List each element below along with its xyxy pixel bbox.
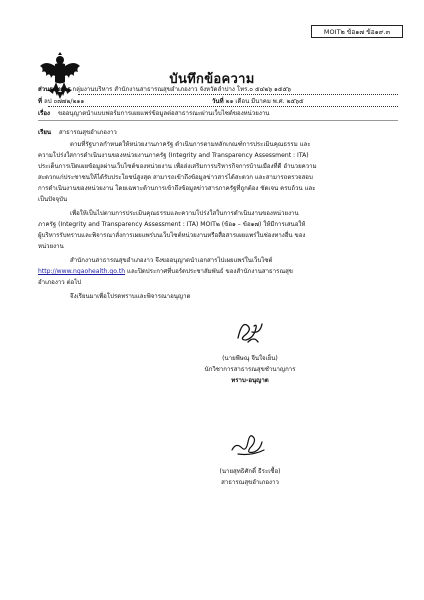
date-line [212, 97, 304, 106]
para3-line-1: สำนักงานสาธารณสุขอำเภองาว จึงขออนุญาตนำเอกสารไปเผยแพร่ในเว็บไซต์ [70, 257, 273, 264]
para1-line-3: ประเด็นการเปิดเผยข้อมูลผ่านเว็บไซต์ของหน่วยงาน เพื่อส่งเสริมการบริหารกิจการบ้านเมืองที่ดี อำนวยความ [38, 163, 317, 170]
para2-line-2: ภาครัฐ (Integrity and Transparency Assessment : ITA) MOIT๒ (ข้อ๑ – ข้อ๑๗) ให้มีการเสนอให้ [38, 221, 306, 228]
para3-line-3: อำเภองาว ต่อไป [38, 279, 82, 286]
number-dotline [48, 106, 398, 107]
number-value: ลป ๐๗๗๒/๒๑๑ [43, 98, 85, 105]
agency-dotline [78, 94, 398, 95]
para1-line-5: การดำเนินงานของหน่วยงาน โดยเฉพาะด้านการเข้าถึงข้อมูลข่าวสารภาครัฐที่ถูกต้อง ชัดเจน ครบถ้วน และ [38, 185, 316, 192]
signature-2-icon [228, 428, 268, 458]
para2-line-1: เพื่อให้เป็นไปตามการประเมินคุณธรรมและความโปร่งใสในการดำเนินงานของหน่วยงาน [70, 210, 299, 217]
para2-line-4: หน่วยงาน [38, 243, 64, 250]
subject-value: ขออนุญาตนำแบบฟอร์มการเผยแพร่ข้อมูลต่อสาธารณะผ่านเว็บไซต์ของหน่วยงาน [57, 110, 270, 117]
signer1-name: (นายพีษณุ จีนใจเย็น) [222, 355, 278, 362]
signer2-position: สาธารณสุขอำเภองาว [221, 479, 279, 486]
date-label: วันที่ [212, 98, 224, 105]
agency-line [38, 85, 291, 94]
signature-1-icon [232, 318, 266, 346]
website-link[interactable]: http://www.ngaohealth.go.th [38, 268, 126, 275]
para3-line-2-rest: และปิดประกาศที่บอร์ดประชาสัมพันธ์ ของสำนักงานสาธารณสุข [125, 268, 293, 275]
para1-line-4: สะดวกแก่ประชาชนให้ได้รับประโยชน์สูงสุด สามารถเข้าถึงข้อมูลข่าวสารได้สะดวก และสามารถตรวจสอบ [38, 174, 313, 181]
salutation-value: สาธารณสุขอำเภองาว [59, 129, 117, 136]
number-line [38, 97, 84, 106]
signer2-name: (นายสุทธิศักดิ์ ธีระเชื้อ) [219, 468, 281, 475]
reference-box: MOIT๒ ข้อ๑๗ ข้อ๑๙.๓ [311, 25, 403, 38]
para1-line-2: ความโปร่งใสการดำเนินงานของหน่วยงานภาครัฐ (Integrity and Transparency Assessment : ITA) [38, 152, 309, 159]
agency-label: ส่วนราชการ [38, 86, 71, 93]
salutation-line [38, 128, 117, 137]
closing-line: จึงเรียนมาเพื่อโปรดทราบและพิจารณาอนุญาต [70, 293, 191, 300]
para3-line-2 [38, 267, 293, 276]
approval-text: ทราบ-อนุญาต [231, 377, 269, 384]
number-label: ที่ [38, 98, 43, 105]
salutation-label: เรียน [38, 129, 52, 136]
header-divider [38, 120, 398, 121]
para2-line-3: ผู้บริหารรับทราบและพิจารณาสั่งการเผยแพร่บนเว็บไซต์หน่วยงานหรือสื่อสารเผยแพร่ในช่องทางอื่น ของ [38, 232, 306, 239]
agency-value: กลุ่มงานบริหาร สำนักงานสาธารณสุขอำเภองาว จังหวัดลำปาง โทร.๐ ๕๔๒๖ ๑๕๕๖ [72, 86, 291, 93]
document-title: บันทึกข้อความ [169, 72, 255, 87]
para1-line-6: เป็นปัจจุบัน [38, 196, 68, 203]
subject-label: เรื่อง [38, 110, 50, 117]
signer1-position: นักวิชาการสาธารณสุขชำนาญการ [204, 366, 296, 373]
para1-line-1: ตามที่รัฐบาลกำหนดให้หน่วยงานภาครัฐ ดำเนินการตามหลักเกณฑ์การประเมินคุณธรรม และ [70, 141, 311, 148]
subject-line [38, 109, 269, 118]
date-value: ๒๑ เดือน มีนาคม พ.ศ. ๒๕๖๕ [225, 98, 304, 105]
